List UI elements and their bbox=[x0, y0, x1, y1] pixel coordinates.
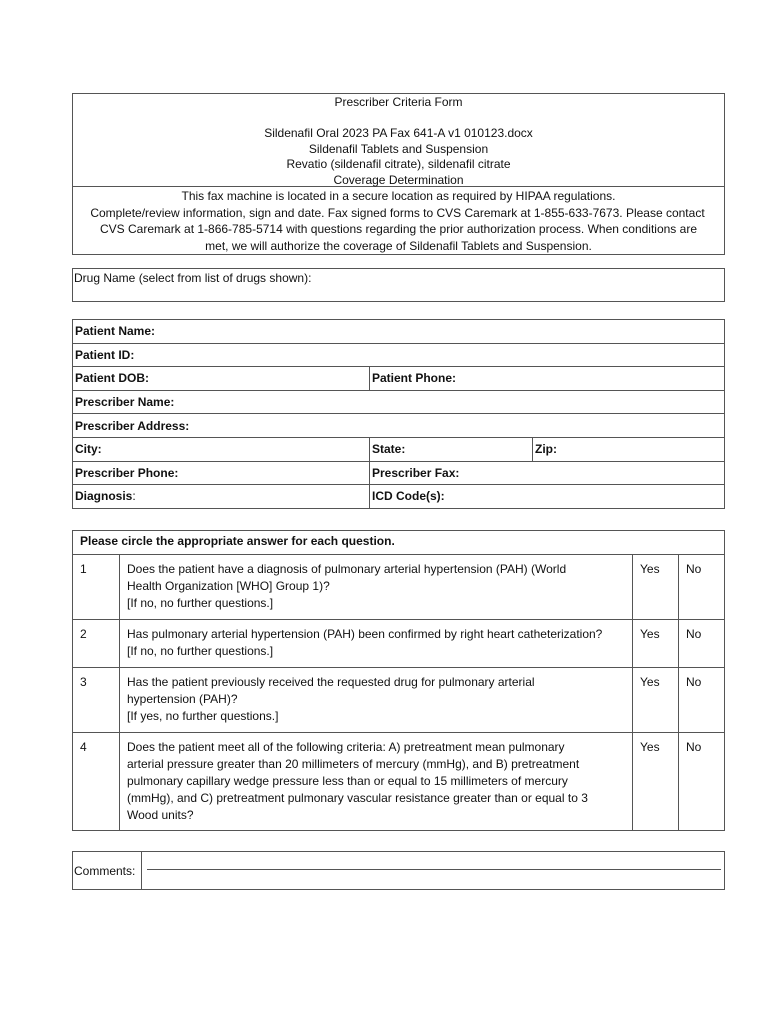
drug-name-field[interactable] bbox=[72, 268, 725, 302]
question-number: 2 bbox=[73, 620, 120, 668]
diagnosis-field[interactable] bbox=[73, 485, 370, 509]
answer-no[interactable]: No bbox=[679, 620, 725, 668]
answer-yes[interactable]: Yes bbox=[633, 668, 679, 733]
comments-field[interactable] bbox=[142, 852, 725, 890]
question-line: Wood units? bbox=[127, 808, 194, 822]
question-number: 1 bbox=[73, 555, 120, 620]
prescriber-name-label: Prescriber Name: bbox=[75, 395, 175, 410]
patient-id-field[interactable] bbox=[73, 343, 725, 367]
form-drug-brand: Revatio (sildenafil citrate), sildenafil citrate bbox=[286, 157, 511, 171]
patient-info-table bbox=[72, 319, 725, 509]
prescriber-address-field[interactable] bbox=[73, 414, 725, 438]
questions-table bbox=[72, 530, 725, 831]
answer-yes[interactable]: Yes bbox=[633, 733, 679, 831]
prescriber-fax-field[interactable] bbox=[370, 461, 725, 485]
question-text bbox=[120, 668, 633, 733]
question-line: Has the patient previously received the requested drug for pulmonary arterial bbox=[127, 675, 535, 689]
state-label: State: bbox=[372, 442, 406, 457]
patient-dob-field[interactable] bbox=[73, 367, 370, 391]
question-text bbox=[120, 733, 633, 831]
form-type: Coverage Determination bbox=[333, 172, 464, 187]
question-line: arterial pressure greater than 20 millimeters of mercury (mmHg), and B) pretreatment bbox=[127, 757, 580, 771]
question-line: Does the patient have a diagnosis of pulmonary arterial hypertension (PAH) (World bbox=[127, 562, 567, 576]
prescriber-address-label: Prescriber Address: bbox=[75, 418, 190, 433]
patient-phone-field[interactable] bbox=[370, 367, 725, 391]
patient-id-label: Patient ID: bbox=[75, 347, 135, 362]
city-field[interactable] bbox=[73, 437, 370, 461]
form-title: Prescriber Criteria Form bbox=[334, 95, 463, 109]
answer-no[interactable]: No bbox=[679, 733, 725, 831]
form-instructions bbox=[73, 187, 724, 254]
diagnosis-label: Diagnosis bbox=[75, 489, 133, 504]
diagnosis-colon: : bbox=[132, 489, 136, 504]
comments-table bbox=[72, 851, 725, 890]
city-label: City: bbox=[75, 442, 102, 457]
answer-no[interactable]: No bbox=[679, 555, 725, 620]
question-line: [If yes, no further questions.] bbox=[127, 709, 279, 723]
prescriber-phone-label: Prescriber Phone: bbox=[75, 465, 179, 480]
question-text bbox=[120, 620, 633, 668]
question-text bbox=[120, 555, 633, 620]
comments-underline bbox=[147, 869, 721, 870]
patient-name-field[interactable] bbox=[73, 320, 725, 344]
prescriber-fax-label: Prescriber Fax: bbox=[372, 465, 460, 480]
instruction-line: CVS Caremark at 1-866-785-5714 with questions regarding the prior authorization process. When conditions are bbox=[100, 222, 697, 236]
question-number: 3 bbox=[73, 668, 120, 733]
questions-instruction: Please circle the appropriate answer for each question. bbox=[73, 531, 725, 555]
question-line: Health Organization [WHO] Group 1)? bbox=[127, 579, 330, 593]
zip-field[interactable] bbox=[533, 437, 725, 461]
question-line: [If no, no further questions.] bbox=[127, 644, 274, 658]
answer-no[interactable]: No bbox=[679, 668, 725, 733]
question-line: hypertension (PAH)? bbox=[127, 692, 238, 706]
instruction-line: met, we will authorize the coverage of Sildenafil Tablets and Suspension. bbox=[205, 238, 592, 253]
patient-name-label: Patient Name: bbox=[75, 324, 156, 339]
instruction-line: This fax machine is located in a secure location as required by HIPAA regulations. bbox=[181, 189, 616, 203]
prescriber-name-field[interactable] bbox=[73, 390, 725, 414]
question-line: pulmonary capillary wedge pressure less than or equal to 15 millimeters of mercury bbox=[127, 774, 568, 788]
answer-yes[interactable]: Yes bbox=[633, 555, 679, 620]
form-header bbox=[72, 93, 725, 255]
comments-label: Comments: bbox=[73, 852, 142, 890]
form-title-block bbox=[73, 94, 724, 187]
drug-name-label: Drug Name (select from list of drugs shown): bbox=[74, 271, 312, 285]
question-line: (mmHg), and C) pretreatment pulmonary vascular resistance greater than or equal to 3 bbox=[127, 791, 588, 805]
zip-label: Zip: bbox=[535, 442, 557, 457]
form-drug-title: Sildenafil Tablets and Suspension bbox=[308, 141, 489, 156]
icd-code-field[interactable] bbox=[370, 485, 725, 509]
question-line: Does the patient meet all of the following criteria: A) pretreatment mean pulmonary bbox=[127, 740, 565, 754]
patient-dob-label: Patient DOB: bbox=[75, 371, 150, 386]
instruction-line: Complete/review information, sign and date. Fax signed forms to CVS Caremark at 1-855-633-7673. Please contact bbox=[90, 205, 705, 220]
form-file-name: Sildenafil Oral 2023 PA Fax 641-A v1 010123.docx bbox=[264, 126, 533, 140]
state-field[interactable] bbox=[370, 437, 533, 461]
form-title-spacer bbox=[73, 111, 724, 127]
answer-yes[interactable]: Yes bbox=[633, 620, 679, 668]
question-line: Has pulmonary arterial hypertension (PAH) been confirmed by right heart catheterization? bbox=[127, 627, 603, 641]
question-number: 4 bbox=[73, 733, 120, 831]
prescriber-phone-field[interactable] bbox=[73, 461, 370, 485]
icd-code-label: ICD Code(s): bbox=[372, 489, 445, 504]
patient-phone-label: Patient Phone: bbox=[372, 371, 457, 386]
question-line: [If no, no further questions.] bbox=[127, 596, 274, 610]
